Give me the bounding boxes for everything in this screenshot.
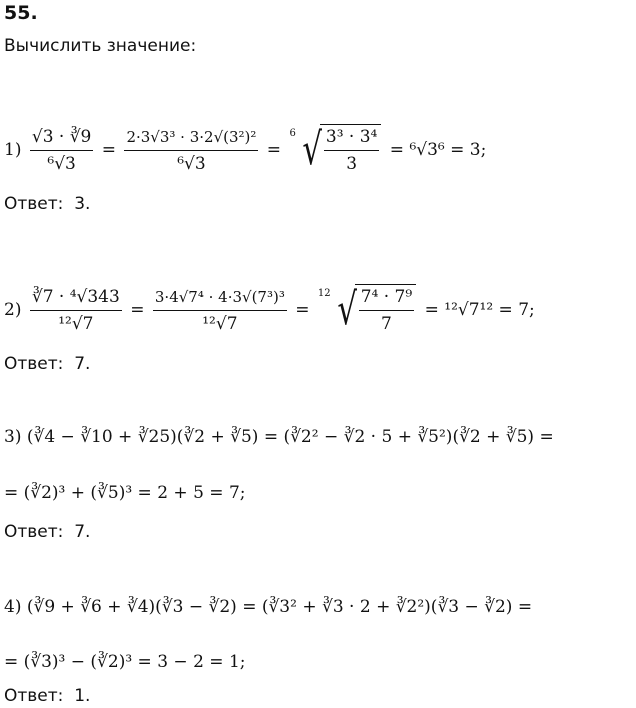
p1-step1-fraction bbox=[124, 126, 258, 175]
answer-value: 3. bbox=[74, 194, 91, 214]
problem-4-line-2 bbox=[4, 652, 246, 672]
problem-3-label: 3) bbox=[4, 427, 22, 447]
problem-3-answer bbox=[4, 522, 90, 542]
problem-4-line-1 bbox=[4, 597, 532, 617]
answer-label: Ответ: bbox=[4, 354, 64, 374]
p1-step2-numerator: 3³ · 3⁴ bbox=[324, 126, 379, 151]
problem-1-equation: 1) $\frac{√3 \cdot ∛9}{\text{⁶√3}}$ = $\frac{\text{2·3√3³ · 3·2√(3²)²}}{\text{⁶√3}}$ = 6 √ $\frac{\text{3³ · 3⁴}}{3}$ = ⁶√3⁶ = 3; bbox=[4, 124, 487, 175]
problem-1-label: 1) bbox=[4, 140, 22, 160]
p2-radical-index: 12 bbox=[317, 288, 331, 299]
p1-radical-index: 6 bbox=[289, 128, 296, 139]
p4-expression-line-1: (∛9 + ∛6 + ∛4)(∛3 − ∛2) = (∛3² + ∛3 · 2 + ∛2²)(∛3 − ∛2) = bbox=[26, 597, 533, 617]
p1-step1-numerator: 2·3√3³ · 3·2√(3²)² bbox=[124, 126, 258, 151]
p2-lhs-numerator: ∛7 · ⁴√343 bbox=[30, 286, 122, 311]
p2-result: ¹²√7¹² = 7; bbox=[444, 300, 535, 320]
p3-expression-line-1: (∛4 − ∛10 + ∛25)(∛2 + ∛5) = (∛2² − ∛2 · 5 + ∛5²)(∛2 + ∛5) = bbox=[26, 427, 554, 447]
radical-sign-icon: √ bbox=[337, 284, 357, 335]
p2-big-radical bbox=[318, 284, 416, 336]
task-statement: Вычислить значение: bbox=[4, 36, 197, 56]
p2-lhs-fraction bbox=[30, 286, 122, 335]
problem-3-line-1 bbox=[4, 427, 554, 447]
answer-value: 7. bbox=[74, 522, 91, 542]
problem-2-answer bbox=[4, 354, 90, 374]
p2-step2-denominator: 7 bbox=[381, 314, 392, 334]
answer-label: Ответ: bbox=[4, 522, 64, 542]
p2-lhs-denominator: ¹²√7 bbox=[58, 313, 94, 334]
answer-label: Ответ: bbox=[4, 686, 64, 706]
problem-3-line-2 bbox=[4, 483, 246, 503]
answer-label: Ответ: bbox=[4, 194, 64, 214]
answer-value: 1. bbox=[74, 686, 91, 706]
p1-big-radical bbox=[289, 124, 381, 176]
problem-1-answer bbox=[4, 194, 90, 214]
p1-lhs-fraction bbox=[30, 126, 94, 175]
p2-step2-numerator: 7⁴ · 7⁹ bbox=[359, 286, 414, 311]
problem-2-equation: 2) $\frac{\text{∛7 · ⁴√343}}{\text{¹²√7}}$ = $\frac{\text{3·4√7⁴ · 4·3√(7³)³}}{\text{¹²√7}}$ = 12 √ $\frac{\text{7⁴ · 7⁹}}{7}$ = ¹²√7¹² = 7; bbox=[4, 284, 535, 335]
p1-result: ⁶√3⁶ = 3; bbox=[409, 140, 487, 160]
problem-2-label: 2) bbox=[4, 300, 22, 320]
p3-expression-line-2: = (∛2)³ + (∛5)³ = 2 + 5 = 7; bbox=[4, 483, 246, 503]
p1-step2-denominator: 3 bbox=[346, 154, 358, 174]
answer-value: 7. bbox=[74, 354, 91, 374]
problem-4-label: 4) bbox=[4, 597, 22, 617]
p4-expression-line-2: = (∛3)³ − (∛2)³ = 3 − 2 = 1; bbox=[4, 652, 246, 672]
p1-step1-denominator: ⁶√3 bbox=[177, 153, 206, 174]
problem-4-answer bbox=[4, 686, 90, 706]
p2-step1-numerator: 3·4√7⁴ · 4·3√(7³)³ bbox=[153, 286, 287, 311]
p2-step1-denominator: ¹²√7 bbox=[202, 313, 238, 334]
problem-number: 55. bbox=[4, 2, 38, 24]
p1-lhs-denominator: ⁶√3 bbox=[47, 153, 76, 174]
radical-sign-icon: √ bbox=[302, 124, 322, 175]
p2-step1-fraction bbox=[153, 286, 287, 335]
p1-lhs-numerator: √3 · ∛9 bbox=[30, 126, 94, 151]
